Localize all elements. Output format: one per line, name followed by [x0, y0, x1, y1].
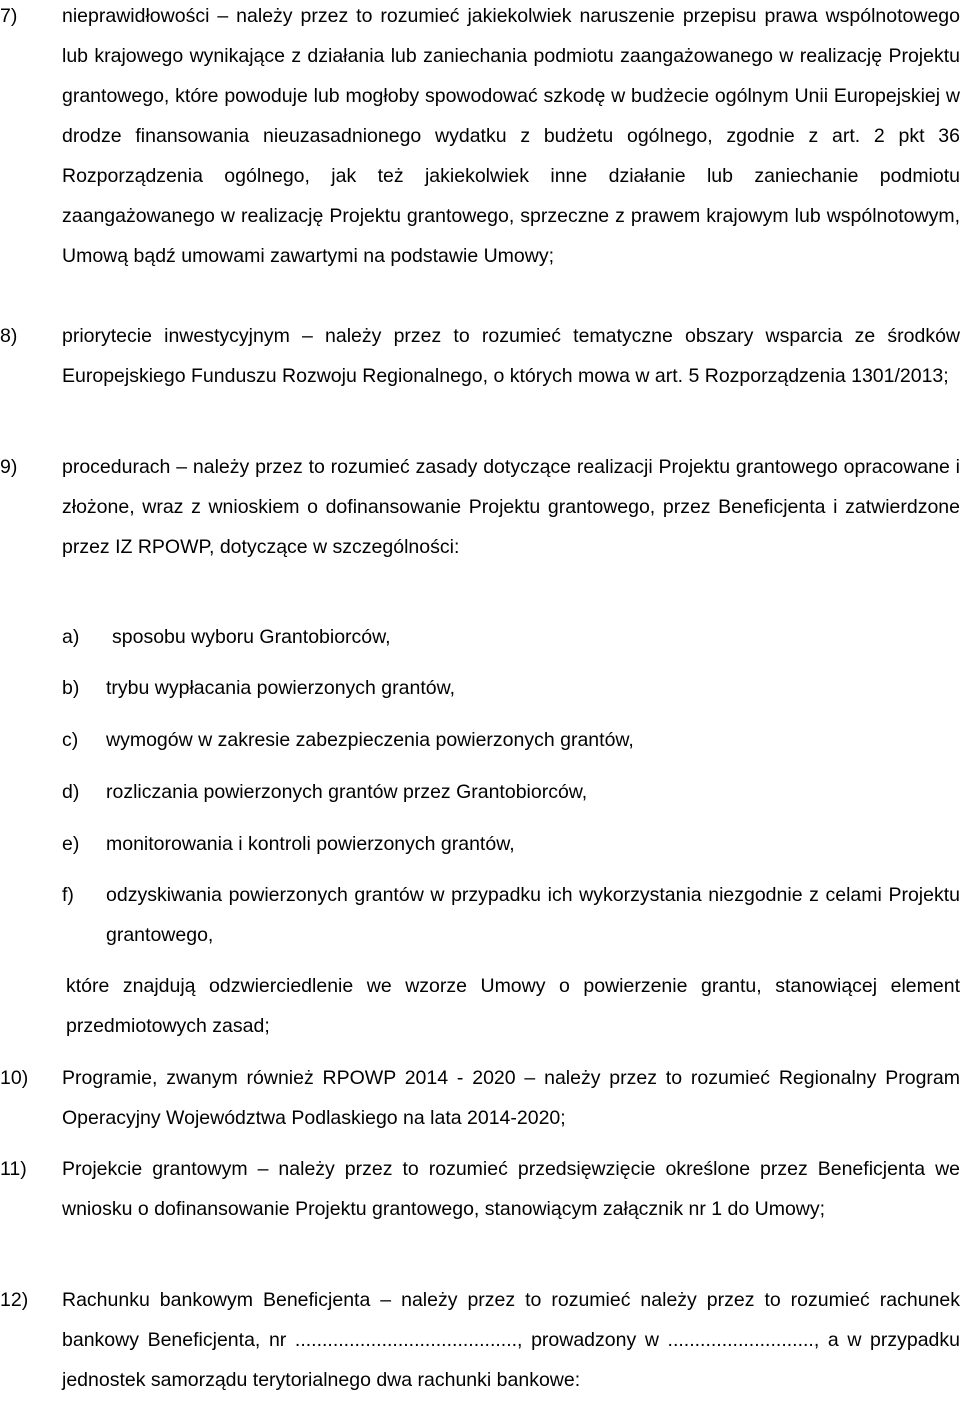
item-text: nieprawidłowości – należy przez to rozumieć jakiekolwiek naruszenie przepisu prawa wspólnotowego lub krajowego wynikające z działania lub zaniechania podmiotu zaangażowanego w realizację Projektu grantowego, które powoduje lub mogłoby spowodować szkodę w budżecie ogólnym Unii Europejskiej w drodze finansowania nieuzasadnionego wydatku z budżetu ogólnego, zgodnie z art. 2 pkt 36 Rozporządzenia ogólnego, jak też jakiekolwiek inne działanie lub zaniechanie podmiotu zaangażowanego w realizację Projektu grantowego, sprzeczne z prawem krajowym lub wspólnotowym, Umową bądź umowami zawartymi na podstawie Umowy; — [62, 5, 960, 267]
definition-item-12 — [0, 1280, 960, 1400]
sub-item-text: wymogów w zakresie zabezpieczenia powierzonych grantów, — [106, 729, 634, 751]
sub-item-e — [0, 824, 960, 864]
item-number: 9) — [0, 456, 18, 478]
sub-item-letter: e) — [62, 833, 80, 855]
sub-item-letter: f) — [62, 884, 74, 906]
definition-item-8 — [0, 316, 960, 396]
sub-item-text: trybu wypłacania powierzonych grantów, — [106, 677, 456, 699]
item-text: Programie, zwanym również RPOWP 2014 - 2020 – należy przez to rozumieć Regionalny Program Operacyjny Województwa Podlaskiego na lata 2014-2020; — [62, 1067, 960, 1129]
sub-item-text: rozliczania powierzonych grantów przez Grantobiorców, — [106, 781, 588, 803]
sub-item-b — [0, 668, 960, 708]
sub-item-letter: a) — [62, 626, 80, 648]
definition-item-9 — [0, 447, 960, 567]
sub-item-f — [0, 875, 960, 955]
sub-item-c — [0, 720, 960, 760]
item-9-closing-text: które znajdują odzwierciedlenie we wzorze Umowy o powierzenie grantu, stanowiącej element przedmiotowych zasad; — [66, 975, 960, 1037]
item-number: 11) — [0, 1158, 27, 1180]
sub-item-text: odzyskiwania powierzonych grantów w przypadku ich wykorzystania niezgodnie z celami Projektu grantowego, — [106, 884, 960, 946]
item-number: 8) — [0, 325, 18, 347]
item-number: 12) — [0, 1289, 29, 1311]
item-number: 7) — [0, 5, 18, 27]
sub-item-d — [0, 772, 960, 812]
item-text: priorytecie inwestycyjnym – należy przez to rozumieć tematyczne obszary wsparcia ze środków Europejskiego Funduszu Rozwoju Regionalnego, o których mowa w art. 5 Rozporządzenia 1301/2013; — [62, 325, 960, 387]
definition-item-7 — [0, 0, 960, 276]
sub-item-letter: c) — [62, 729, 79, 751]
item-text: Projekcie grantowym – należy przez to rozumieć przedsięwzięcie określone przez Beneficjenta we wniosku o dofinansowanie Projektu grantowego, stanowiącym załącznik nr 1 do Umowy; — [62, 1158, 960, 1220]
item-text: procedurach – należy przez to rozumieć zasady dotyczące realizacji Projektu grantowego opracowane i złożone, wraz z wnioskiem o dofinansowanie Projektu grantowego, przez Beneficjenta i zatwierdzone przez IZ RPOWP, dotyczące w szczególności: — [62, 456, 960, 558]
item-text: Rachunku bankowym Beneficjenta – należy przez to rozumieć należy przez to rozumieć rachunek bankowy Beneficjenta, nr ........................................., prowadzony w ..........................., a w przypadku jednostek samorządu terytorialnego dwa rachunki bankowe: — [62, 1289, 960, 1391]
sub-item-a — [0, 617, 960, 657]
sub-item-text: sposobu wyboru Grantobiorców, — [112, 626, 391, 648]
item-number: 10) — [0, 1067, 29, 1089]
sub-item-letter: d) — [62, 781, 80, 803]
definition-item-11 — [0, 1149, 960, 1229]
sub-item-letter: b) — [62, 677, 80, 699]
sub-item-text: monitorowania i kontroli powierzonych grantów, — [106, 833, 515, 855]
definition-item-10 — [0, 1058, 960, 1138]
